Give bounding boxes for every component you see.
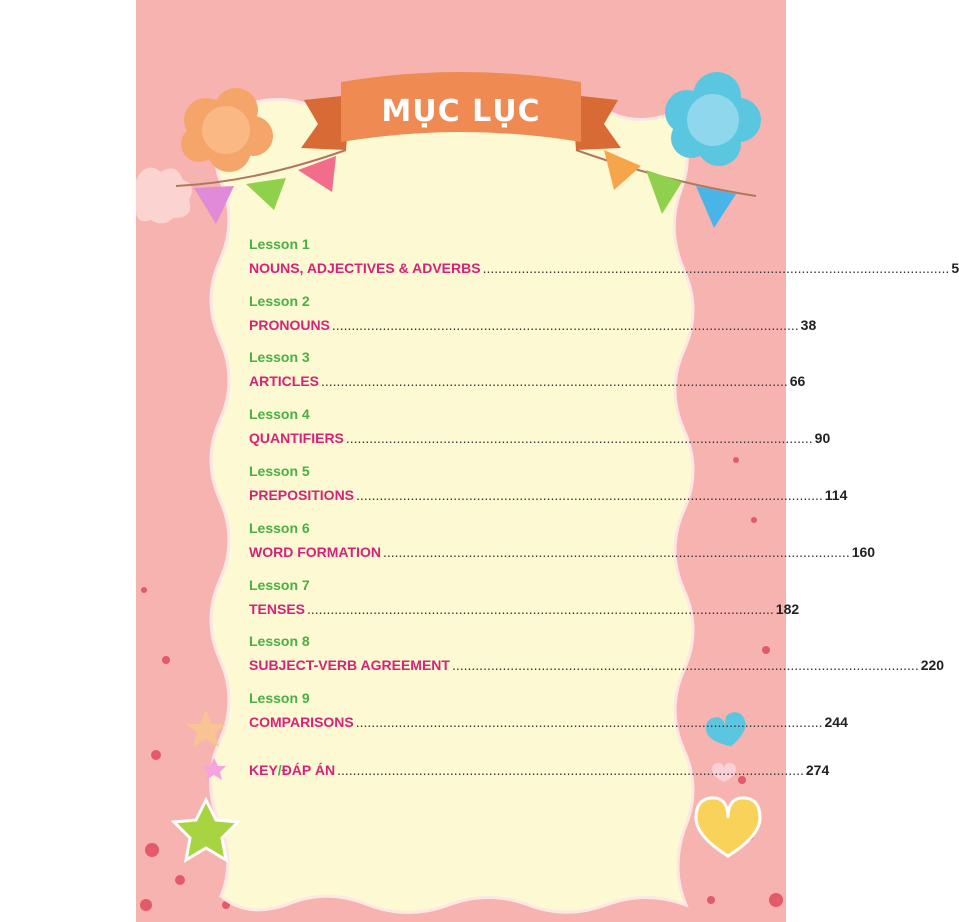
dot-leader: ........................................................................................................................ [307, 601, 774, 617]
lesson-label: Lesson 5 [249, 463, 310, 479]
lesson-title: PRONOUNS [249, 317, 330, 333]
toc-entry[interactable] [249, 487, 848, 507]
toc-entry[interactable] [249, 601, 800, 621]
lesson-title: ARTICLES [249, 373, 319, 389]
dot-leader: ........................................................................................................................ [331, 317, 799, 333]
lesson-label: Lesson 9 [249, 690, 310, 706]
lesson-title: WORD FORMATION [249, 544, 381, 560]
toc-entry[interactable] [249, 373, 806, 393]
dot-leader: ........................................................................................................................ [337, 762, 804, 778]
dot-leader: ........................................................................................................................ [382, 544, 850, 560]
toc-entry[interactable] [249, 430, 831, 450]
page-number: 160 [851, 544, 876, 560]
dot-leader: ........................................................................................................................ [355, 714, 823, 730]
lesson-label: Lesson 1 [249, 236, 310, 252]
key-slash: / [277, 762, 282, 778]
toc-entry[interactable] [249, 714, 848, 734]
page-number: 244 [824, 714, 848, 730]
lesson-label: Lesson 2 [249, 293, 310, 309]
dot-leader: ........................................................................................................................ [321, 373, 788, 389]
page-number: 114 [824, 487, 848, 503]
toc-entry[interactable] [249, 657, 945, 677]
dot-leader: ........................................................................................................................ [451, 657, 919, 673]
dot-leader: ........................................................................................................................ [482, 260, 950, 276]
page-number: 90 [814, 430, 831, 446]
page-title: MỤC LỤC [381, 93, 541, 129]
page-number: 66 [789, 373, 806, 389]
toc-entry[interactable] [249, 317, 817, 337]
lesson-title: NOUNS, ADJECTIVES & ADVERBS [249, 260, 481, 276]
lesson-label: Lesson 7 [249, 577, 310, 593]
lesson-title: QUANTIFIERS [249, 430, 344, 446]
page-number: 38 [800, 317, 817, 333]
page-number: 182 [775, 601, 800, 617]
lesson-label: Lesson 8 [249, 633, 310, 649]
dot-leader: ........................................................................................................................ [345, 430, 813, 446]
lesson-title: PREPOSITIONS [249, 487, 355, 503]
answer-key-label: ĐÁP ÁN [281, 762, 336, 778]
table-of-contents [136, 0, 959, 922]
lesson-label: Lesson 4 [249, 406, 310, 422]
lesson-title: SUBJECT-VERB AGREEMENT [249, 657, 450, 673]
lesson-title: TENSES [249, 601, 306, 617]
lesson-title: COMPARISONS [249, 714, 354, 730]
toc-entry[interactable] [249, 260, 959, 280]
lesson-label: Lesson 3 [249, 349, 310, 365]
page-number: 274 [805, 762, 830, 778]
page-number: 220 [920, 657, 945, 673]
book-page [136, 0, 959, 922]
key-label: KEY [249, 762, 278, 778]
dot-leader: ........................................................................................................................ [356, 487, 823, 503]
toc-entry-answer-key[interactable] [249, 762, 830, 782]
page-number: 5 [951, 260, 959, 276]
toc-entry[interactable] [249, 544, 876, 564]
lesson-label: Lesson 6 [249, 520, 310, 536]
